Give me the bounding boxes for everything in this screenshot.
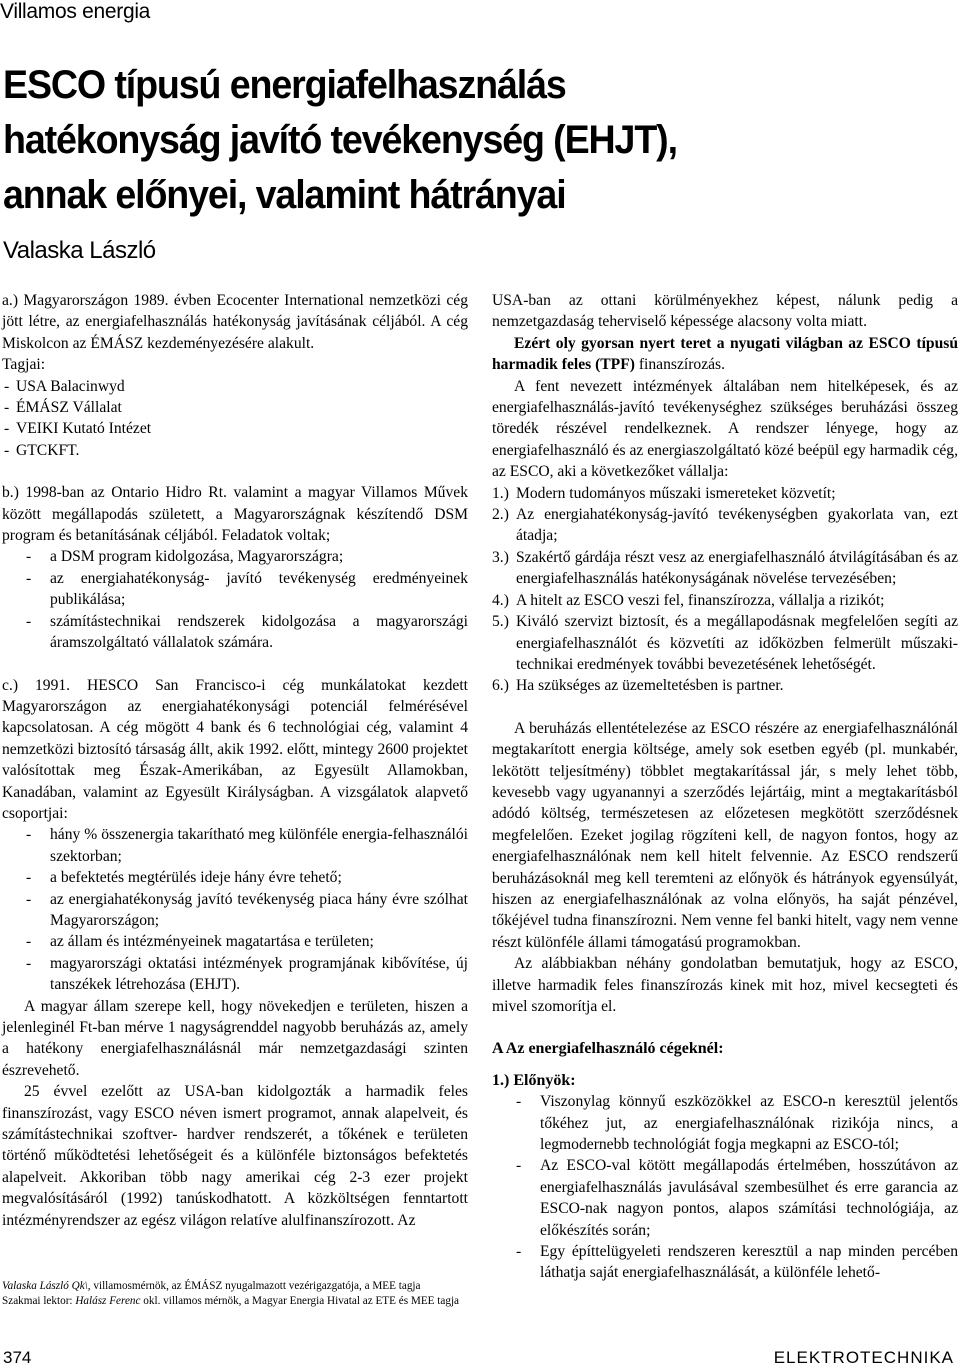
- list-item: - GTCKFT.: [4, 441, 80, 459]
- list-item: - Egy építtelügyeleti rendszeren keresztül a nap minden percében láthatja saját energiafelhasználását, a különféle lehető-: [516, 1243, 958, 1282]
- list-item: - számítástechnikai rendszerek kidolgozása a magyarországi áramszolgáltató vállalatok számára.: [26, 612, 468, 652]
- list-item: - Az ESCO-val kötött megállapodás értelmében, hosszútávon az energiafelhasználás javulásával szembesülhet és erre garancia az ESCO-nak nagyon pontos, alapos számítási technológiája, az előkészítés során;: [516, 1157, 958, 1239]
- members-list: [2, 376, 468, 462]
- list-item: 5.) Kiváló szervizt biztosít, és a megállapodásnak megfelelően segíti az energiafelhasználót és közvetíti az időközben felmerült műszaki-technikai eredmények további bevezetésének lehetőségét.: [492, 613, 958, 673]
- paragraph-tpf: Ezért oly gyorsan nyert teret a nyugati világban az ESCO típusú harmadik feles (TPF) finanszírozás.: [492, 334, 958, 374]
- list-item: - az energiahatékonyság- javító tevékenység eredményeinek publikálása;: [26, 569, 468, 609]
- subsection-heading: 1.) Előnyök:: [492, 1071, 576, 1089]
- groups-list: [2, 824, 468, 995]
- right-column: [492, 290, 958, 1284]
- list-item: - az energiahatékonyság javító tevékenység piaca hány évre szólhat Magyarországon;: [26, 890, 468, 929]
- paragraph-a: a.) Magyarországon 1989. évben Ecocenter International nemzetközi cég jött létre, az energiafelhasználás hatékonyság javításának céljából. A cég Miskolcon az ÉMÁSZ kezdeményezésére alakult.: [2, 292, 468, 352]
- list-item: - Viszonylag könnyű eszközökkel az ESCO-n keresztül jelentős tőkéhez jut, az energiafelhasználónak rizikója nincs, a legmodernebb technológiát fogja megkapni az ESCO-tól;: [516, 1093, 958, 1154]
- footnote-line: Valaska László Qk\, villamosmérnök, az ÉMÁSZ nyugalmazott vezérigazgatója, a MEE tagja: [2, 1280, 421, 1292]
- paragraph-system: A fent nevezett intézmények általában nem hitelképesek, és az energiafelhasználás-javító tevékenységhez szükséges beruházási összeg töredék részével rendelkeznek. A rendszer lényege, hogy az energiafelhasználó és az energiaszolgáltató közé beépül egy harmadik cég, az ESCO, aki a következőket vállalja:: [492, 377, 958, 481]
- paragraph-summary: Az alábbiakban néhány gondolatban bemutatjuk, hogy az ESCO, illetve harmadik feles finanszírozás kinek mit hoz, mivel kecsegteti és mivel szomorítja el.: [492, 955, 958, 1015]
- members-label: Tagjai:: [2, 356, 46, 374]
- paragraph-compensation: A beruházás ellentételezése az ESCO részére az energiafelhasználónál megtakarított energia költsége, amely sok esetben egyéb (pl. munkabér, lekötött teljesítmény) többlet megtakarítással jár, s mely lehet több, kevesebb vagy ugyanannyi a szerződés lejártáig, mint a megtakarításból adódó költség, természetesen az előzetesen megkötött szerződésnek megfelelően. Ezeket jogilag rögzíteni kell, de nagyon fontos, hogy az energiafelhasználónak nem kell hitelt felvennie. Az ESCO rendszerű beruházásoknál meg kell teremteni az előnyök és hátrányok egyensúlyát, hiszen az energiafelhasználónak az volna előnyös, ha saját pénzével, tőkéjével tudna finanszírozni. Nem venne fel banki hitelt, vagy nem venne részt különféle állami támogatású programokban.: [492, 719, 958, 951]
- running-header: Villamos energia: [0, 0, 151, 23]
- author-name: Valaska László: [3, 237, 156, 264]
- article-title: [3, 58, 887, 223]
- list-item: - a DSM program kidolgozása, Magyarországra;: [26, 548, 344, 566]
- paragraph-b: b.) 1998-ban az Ontario Hidro Rt. valamint a magyar Villamos Művek között megállapodás született, a Magyarországnak készítendő DSM program és betanításának céljából. Feladatok voltak;: [2, 484, 468, 545]
- list-item: - magyarországi oktatási intézmények programjának kibővítése, új tanszékek létrehozása (EHJT).: [26, 954, 468, 994]
- list-item: 6.) Ha szükséges az üzemeltetésben is partner.: [492, 677, 784, 695]
- paragraph-usa: USA-ban az ottani körülményekhez képest, nálunk pedig a nemzetgazdaság teherviselő képessége alacsony volta miatt.: [492, 292, 958, 331]
- author-footnote: [2, 1279, 468, 1309]
- list-item: 2.) Az energiahatékonyság-javító tevékenységben gyakorlata van, ezt átadja;: [492, 506, 958, 545]
- paragraph-c: c.) 1991. HESCO San Francisco-i cég munkálatokat kezdett Magyarországon az energiahatékonysági potenciál felmérésével kapcsolatosan. A cég mögött 4 bank és 6 technológiai cég, valamint 4 nemzetközi biztosító társaság állt, akik 1992. előtt, mintegy 2600 projektet valósítottak meg Észak-Amerikában, az Egyesült Allamokban, Kanadában, valamint az Egyesült Királyságban. A vizsgálatok alapvető csoportjai:: [2, 676, 468, 822]
- list-item: - VEIKI Kutató Intézet: [4, 420, 152, 438]
- page-number: 374: [3, 1348, 32, 1367]
- left-column: [2, 290, 468, 1231]
- advantages-list: [492, 1091, 958, 1284]
- list-item: - hány % összenergia takarítható meg különféle energia-felhasználói szektorban;: [26, 826, 468, 865]
- list-item: - a befektetés megtérülés ideje hány évre tehető;: [26, 869, 342, 887]
- list-item: 3.) Szakértő gárdája részt vesz az energiafelhasználó átvilágításában és az energiafelhasználás hatékonyságának növelése tervezésében;: [492, 548, 958, 588]
- list-item: - ÉMÁSZ Vállalat: [4, 399, 122, 417]
- footnote-line: Szakmai lektor: Halász Ferenc okl. villamos mérnök, a Magyar Energia Hivatal az ETE és MEE tagja: [2, 1295, 460, 1307]
- title-line: ESCO típusú energiafelhasználás: [3, 63, 566, 107]
- journal-name: ELEKTROTECHNIKA: [773, 1348, 954, 1367]
- section-heading: A Az energiafelhasználó cégeknél:: [492, 1040, 724, 1058]
- bold-statement: Ezért oly gyorsan nyert teret a nyugati világban az ESCO típusú harmadik feles (TPF): [492, 334, 958, 374]
- list-item: - USA Balacinwyd: [4, 377, 125, 395]
- list-item: 1.) Modern tudományos műszaki ismereteket közvetít;: [492, 484, 836, 502]
- paragraph-25-years: 25 évvel ezelőtt az USA-ban kidolgozták a harmadik feles finanszírozást, vagy ESCO néven ismert programot, annak alapelveit, és számítástechnikai szoftver- hardver rendszerét, a tőkének e területen történő működtetési lehetőségeit és a különféle biztonságos befektetés alapelveit. Akkoriban több nagy amerikai cég 2-3 ezer projekt megvalósításáról (1992) tanúskodhatott. A közköltségen fenntartott intézményrendszer az egész világon relatíve alulfinanszírozott. Az: [2, 1083, 468, 1229]
- title-line: hatékonyság javító tevékenység (EHJT),: [3, 118, 677, 162]
- paragraph-state: A magyar állam szerepe kell, hogy növekedjen e területen, hiszen a jelenleginél Ft-ban mérve 1 nagyságrenddel nagyobb beruházás az, amely a hatékony energiafelhasználásnál már nemzetgazdasági szinten észrevehető.: [2, 997, 468, 1079]
- title-line: annak előnyei, valamint hátrányai: [3, 173, 566, 217]
- esco-duties-list: [492, 483, 958, 697]
- list-item: - az állam és intézményeinek magatartása e területen;: [26, 933, 374, 951]
- tasks-list: [2, 546, 468, 653]
- list-item: 4.) A hitelt az ESCO veszi fel, finanszírozza, vállalja a rizikót;: [492, 591, 885, 609]
